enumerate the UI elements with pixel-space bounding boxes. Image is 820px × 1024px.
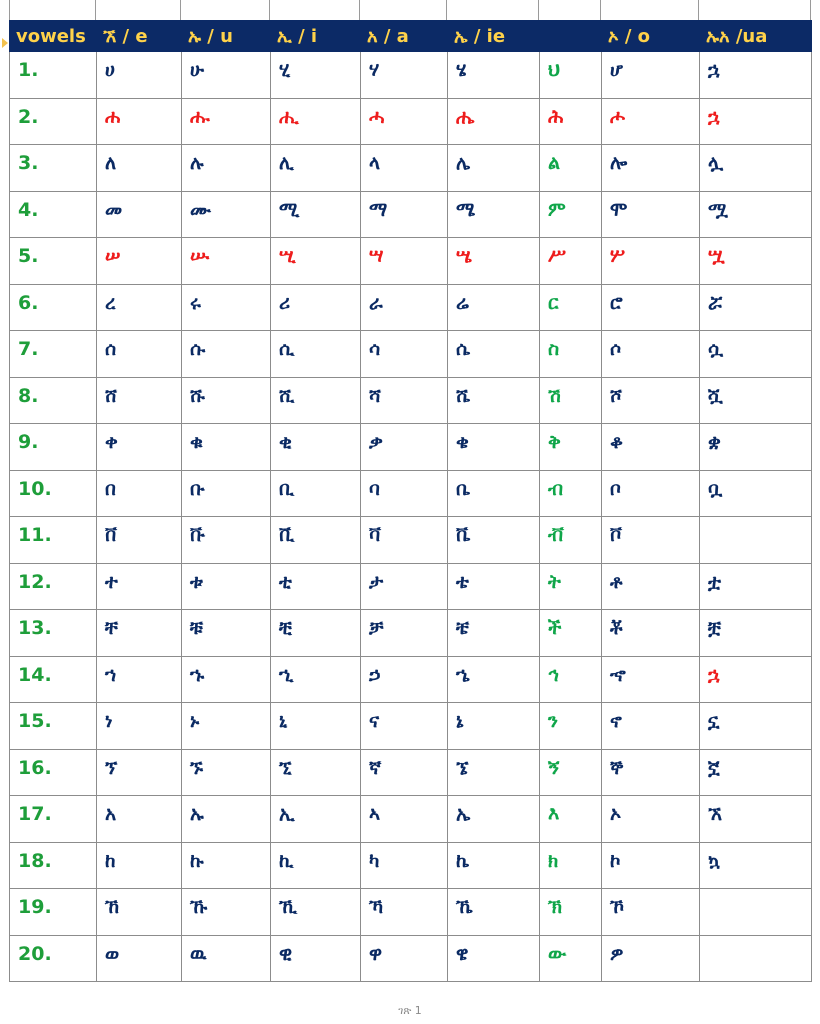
glyph-cell: ቺ <box>271 610 361 657</box>
glyph-cell: ሄ <box>448 52 540 99</box>
row-number: 2. <box>10 98 97 145</box>
glyph-cell: ሣ <box>361 238 448 285</box>
glyph-cell: ቩ <box>182 517 271 564</box>
glyph-cell: ኑ <box>182 703 271 750</box>
glyph-cell: ሌ <box>448 145 540 192</box>
glyph-cell: ኁ <box>182 656 271 703</box>
glyph-cell: ቢ <box>271 470 361 517</box>
glyph-cell: ሴ <box>448 331 540 378</box>
glyph-cell: ዊ <box>271 935 361 982</box>
glyph-cell: ተ <box>97 563 182 610</box>
glyph-cell: ኹ <box>182 889 271 936</box>
glyph-cell: አ <box>97 796 182 843</box>
glyph-cell: ኻ <box>361 889 448 936</box>
header-e: ኧ / e <box>97 21 182 52</box>
glyph-cell: ቂ <box>271 424 361 471</box>
glyph-cell: ሾ <box>602 377 700 424</box>
glyph-cell: ሞ <box>602 191 700 238</box>
table-row <box>10 331 812 378</box>
table-row <box>10 935 812 982</box>
glyph-cell: ረ <box>97 284 182 331</box>
header-sixth <box>540 21 602 52</box>
glyph-cell: ኄ <box>448 656 540 703</box>
glyph-cell: ኼ <box>448 889 540 936</box>
glyph-cell: በ <box>97 470 182 517</box>
glyph-cell: ቄ <box>448 424 540 471</box>
row-number: 14. <box>10 656 97 703</box>
glyph-cell: ኋ <box>700 656 812 703</box>
header-vowels: vowels <box>10 21 97 52</box>
glyph-cell: ቷ <box>700 563 812 610</box>
glyph-cell: ካ <box>361 842 448 889</box>
glyph-cell: ቪ <box>271 517 361 564</box>
header-ie: ኤ / ie <box>448 21 540 52</box>
header-o: ኦ / o <box>602 21 700 52</box>
glyph-cell: ዎ <box>602 935 700 982</box>
glyph-cell: ሂ <box>271 52 361 99</box>
glyph-cell: ኽ <box>540 889 602 936</box>
table-row <box>10 191 812 238</box>
glyph-cell: ሺ <box>271 377 361 424</box>
glyph-cell: ሊ <box>271 145 361 192</box>
glyph-cell: ሎ <box>602 145 700 192</box>
glyph-cell: ዋ <box>361 935 448 982</box>
row-marker-icon <box>2 38 8 48</box>
header-ua: ኡአ /ua <box>700 21 812 52</box>
glyph-cell: ከ <box>97 842 182 889</box>
glyph-cell: ሉ <box>182 145 271 192</box>
glyph-cell: ኡ <box>182 796 271 843</box>
glyph-cell: ኅ <box>540 656 602 703</box>
glyph-cell: ሲ <box>271 331 361 378</box>
table-row <box>10 470 812 517</box>
glyph-cell: ቃ <box>361 424 448 471</box>
row-number: 4. <box>10 191 97 238</box>
row-number: 9. <box>10 424 97 471</box>
page-number: ገጽ 1 <box>398 1004 422 1017</box>
glyph-cell: ሥ <box>540 238 602 285</box>
header-u: ኡ / u <box>182 21 271 52</box>
glyph-cell: ቤ <box>448 470 540 517</box>
table-row <box>10 377 812 424</box>
glyph-cell: ቡ <box>182 470 271 517</box>
glyph-cell: ኃ <box>361 656 448 703</box>
glyph-cell: ሚ <box>271 191 361 238</box>
glyph-cell: ሪ <box>271 284 361 331</box>
glyph-cell: መ <box>97 191 182 238</box>
glyph-cell: ኖ <box>602 703 700 750</box>
glyph-cell: ው <box>540 935 602 982</box>
glyph-cell: ባ <box>361 470 448 517</box>
glyph-cell: ኳ <box>700 842 812 889</box>
glyph-cell: ሔ <box>448 98 540 145</box>
glyph-cell: ኞ <box>602 749 700 796</box>
glyph-cell: ቸ <box>97 610 182 657</box>
glyph-cell: ኚ <box>271 749 361 796</box>
glyph-cell: ኙ <box>182 749 271 796</box>
glyph-cell: ቴ <box>448 563 540 610</box>
glyph-cell: ላ <box>361 145 448 192</box>
glyph-cell: ሀ <box>97 52 182 99</box>
glyph-cell: ሿ <box>700 377 812 424</box>
row-number: 7. <box>10 331 97 378</box>
row-number: 19. <box>10 889 97 936</box>
glyph-cell: ቦ <box>602 470 700 517</box>
glyph-cell <box>700 889 812 936</box>
glyph-cell: ዌ <box>448 935 540 982</box>
glyph-cell: ሁ <box>182 52 271 99</box>
glyph-cell: ል <box>540 145 602 192</box>
glyph-cell: ኦ <box>602 796 700 843</box>
glyph-cell: ኝ <box>540 749 602 796</box>
table-row <box>10 796 812 843</box>
table-row <box>10 610 812 657</box>
glyph-cell: ኾ <box>602 889 700 936</box>
glyph-cell: ሳ <box>361 331 448 378</box>
glyph-cell: ሶ <box>602 331 700 378</box>
glyph-cell: ሹ <box>182 377 271 424</box>
glyph-cell: ቋ <box>700 424 812 471</box>
row-number: 15. <box>10 703 97 750</box>
table-row <box>10 842 812 889</box>
row-number: 10. <box>10 470 97 517</box>
glyph-cell: ክ <box>540 842 602 889</box>
glyph-cell: ኂ <box>271 656 361 703</box>
glyph-cell: ሯ <box>700 284 812 331</box>
glyph-cell: ቨ <box>97 517 182 564</box>
header-i: ኢ / i <box>271 21 361 52</box>
glyph-cell: ም <box>540 191 602 238</box>
glyph-cell: ህ <box>540 52 602 99</box>
glyph-cell: ኟ <box>700 749 812 796</box>
glyph-cell: ቧ <box>700 470 812 517</box>
table-row <box>10 284 812 331</box>
glyph-cell: ኮ <box>602 842 700 889</box>
table-row <box>10 517 812 564</box>
glyph-cell: ቀ <box>97 424 182 471</box>
glyph-cell: ሸ <box>97 377 182 424</box>
glyph-cell: ቶ <box>602 563 700 610</box>
glyph-cell: ስ <box>540 331 602 378</box>
row-number: 13. <box>10 610 97 657</box>
glyph-cell: ቅ <box>540 424 602 471</box>
alphabet-table <box>9 20 812 982</box>
glyph-cell: ኸ <box>97 889 182 936</box>
row-number: 1. <box>10 52 97 99</box>
glyph-cell: ኬ <box>448 842 540 889</box>
glyph-cell: ኢ <box>271 796 361 843</box>
glyph-cell: ች <box>540 610 602 657</box>
row-number: 5. <box>10 238 97 285</box>
glyph-cell: ኗ <box>700 703 812 750</box>
glyph-cell: ለ <box>97 145 182 192</box>
table-row <box>10 52 812 99</box>
glyph-cell: ቹ <box>182 610 271 657</box>
glyph-cell: ራ <box>361 284 448 331</box>
glyph-cell: ኜ <box>448 749 540 796</box>
glyph-cell: ኔ <box>448 703 540 750</box>
glyph-cell: ኀ <box>97 656 182 703</box>
row-number: 12. <box>10 563 97 610</box>
table-row <box>10 424 812 471</box>
glyph-cell: ሧ <box>700 238 812 285</box>
glyph-cell: ሼ <box>448 377 540 424</box>
header-a: አ / a <box>361 21 448 52</box>
glyph-cell <box>700 517 812 564</box>
glyph-cell: ኘ <box>97 749 182 796</box>
glyph-cell: ን <box>540 703 602 750</box>
table-row <box>10 98 812 145</box>
glyph-cell: ሃ <box>361 52 448 99</box>
glyph-cell: ሮ <box>602 284 700 331</box>
glyph-cell: ሰ <box>97 331 182 378</box>
glyph-cell: ት <box>540 563 602 610</box>
glyph-cell: ሑ <box>182 98 271 145</box>
glyph-cell: ሽ <box>540 377 602 424</box>
table-row <box>10 703 812 750</box>
glyph-cell: ሢ <box>271 238 361 285</box>
glyph-cell: ኛ <box>361 749 448 796</box>
table-row <box>10 238 812 285</box>
row-number: 3. <box>10 145 97 192</box>
glyph-cell: ሩ <box>182 284 271 331</box>
glyph-cell: ቲ <box>271 563 361 610</box>
glyph-cell: ሖ <box>602 98 700 145</box>
row-number: 18. <box>10 842 97 889</box>
glyph-cell: ሷ <box>700 331 812 378</box>
glyph-cell: ኋ <box>700 52 812 99</box>
table-row <box>10 749 812 796</box>
table-row <box>10 656 812 703</box>
row-number: 6. <box>10 284 97 331</box>
glyph-cell: ቿ <box>700 610 812 657</box>
row-number: 11. <box>10 517 97 564</box>
glyph-cell: ቫ <box>361 517 448 564</box>
glyph-cell: ቱ <box>182 563 271 610</box>
table-top-border <box>9 0 811 20</box>
table-header-row <box>10 21 812 52</box>
table-row <box>10 145 812 192</box>
glyph-cell: ኩ <box>182 842 271 889</box>
glyph-cell: እ <box>540 796 602 843</box>
glyph-cell: ሒ <box>271 98 361 145</box>
glyph-cell: ታ <box>361 563 448 610</box>
glyph-cell: ቭ <box>540 517 602 564</box>
glyph-cell: ሓ <box>361 98 448 145</box>
glyph-cell: ሜ <box>448 191 540 238</box>
glyph-cell: ኒ <box>271 703 361 750</box>
glyph-cell: ሬ <box>448 284 540 331</box>
glyph-cell: ኺ <box>271 889 361 936</box>
glyph-cell: ሦ <box>602 238 700 285</box>
glyph-cell: ኆ <box>602 656 700 703</box>
glyph-cell: ኤ <box>448 796 540 843</box>
glyph-cell: ነ <box>97 703 182 750</box>
glyph-cell: ቆ <box>602 424 700 471</box>
glyph-cell: ቾ <box>602 610 700 657</box>
glyph-cell: ሻ <box>361 377 448 424</box>
glyph-cell: ወ <box>97 935 182 982</box>
glyph-cell: ሆ <box>602 52 700 99</box>
glyph-cell: ሕ <box>540 98 602 145</box>
table-row <box>10 889 812 936</box>
glyph-cell: ኪ <box>271 842 361 889</box>
glyph-cell: ቻ <box>361 610 448 657</box>
glyph-cell: ቬ <box>448 517 540 564</box>
glyph-cell: ቮ <box>602 517 700 564</box>
glyph-cell: ሡ <box>182 238 271 285</box>
glyph-cell: ቁ <box>182 424 271 471</box>
table-row <box>10 563 812 610</box>
glyph-cell: ር <box>540 284 602 331</box>
glyph-cell <box>700 935 812 982</box>
glyph-cell: ኣ <box>361 796 448 843</box>
row-number: 8. <box>10 377 97 424</box>
glyph-cell: ኧ <box>700 796 812 843</box>
glyph-cell: ኋ <box>700 98 812 145</box>
row-number: 20. <box>10 935 97 982</box>
glyph-cell: ሙ <box>182 191 271 238</box>
row-number: 17. <box>10 796 97 843</box>
glyph-cell: ና <box>361 703 448 750</box>
glyph-cell: ሠ <box>97 238 182 285</box>
glyph-cell: ሤ <box>448 238 540 285</box>
glyph-cell: ዉ <box>182 935 271 982</box>
glyph-cell: ቼ <box>448 610 540 657</box>
glyph-cell: ብ <box>540 470 602 517</box>
row-number: 16. <box>10 749 97 796</box>
glyph-cell: ሱ <box>182 331 271 378</box>
glyph-cell: ሐ <box>97 98 182 145</box>
glyph-cell: ሏ <box>700 145 812 192</box>
glyph-cell: ሟ <box>700 191 812 238</box>
glyph-cell: ማ <box>361 191 448 238</box>
